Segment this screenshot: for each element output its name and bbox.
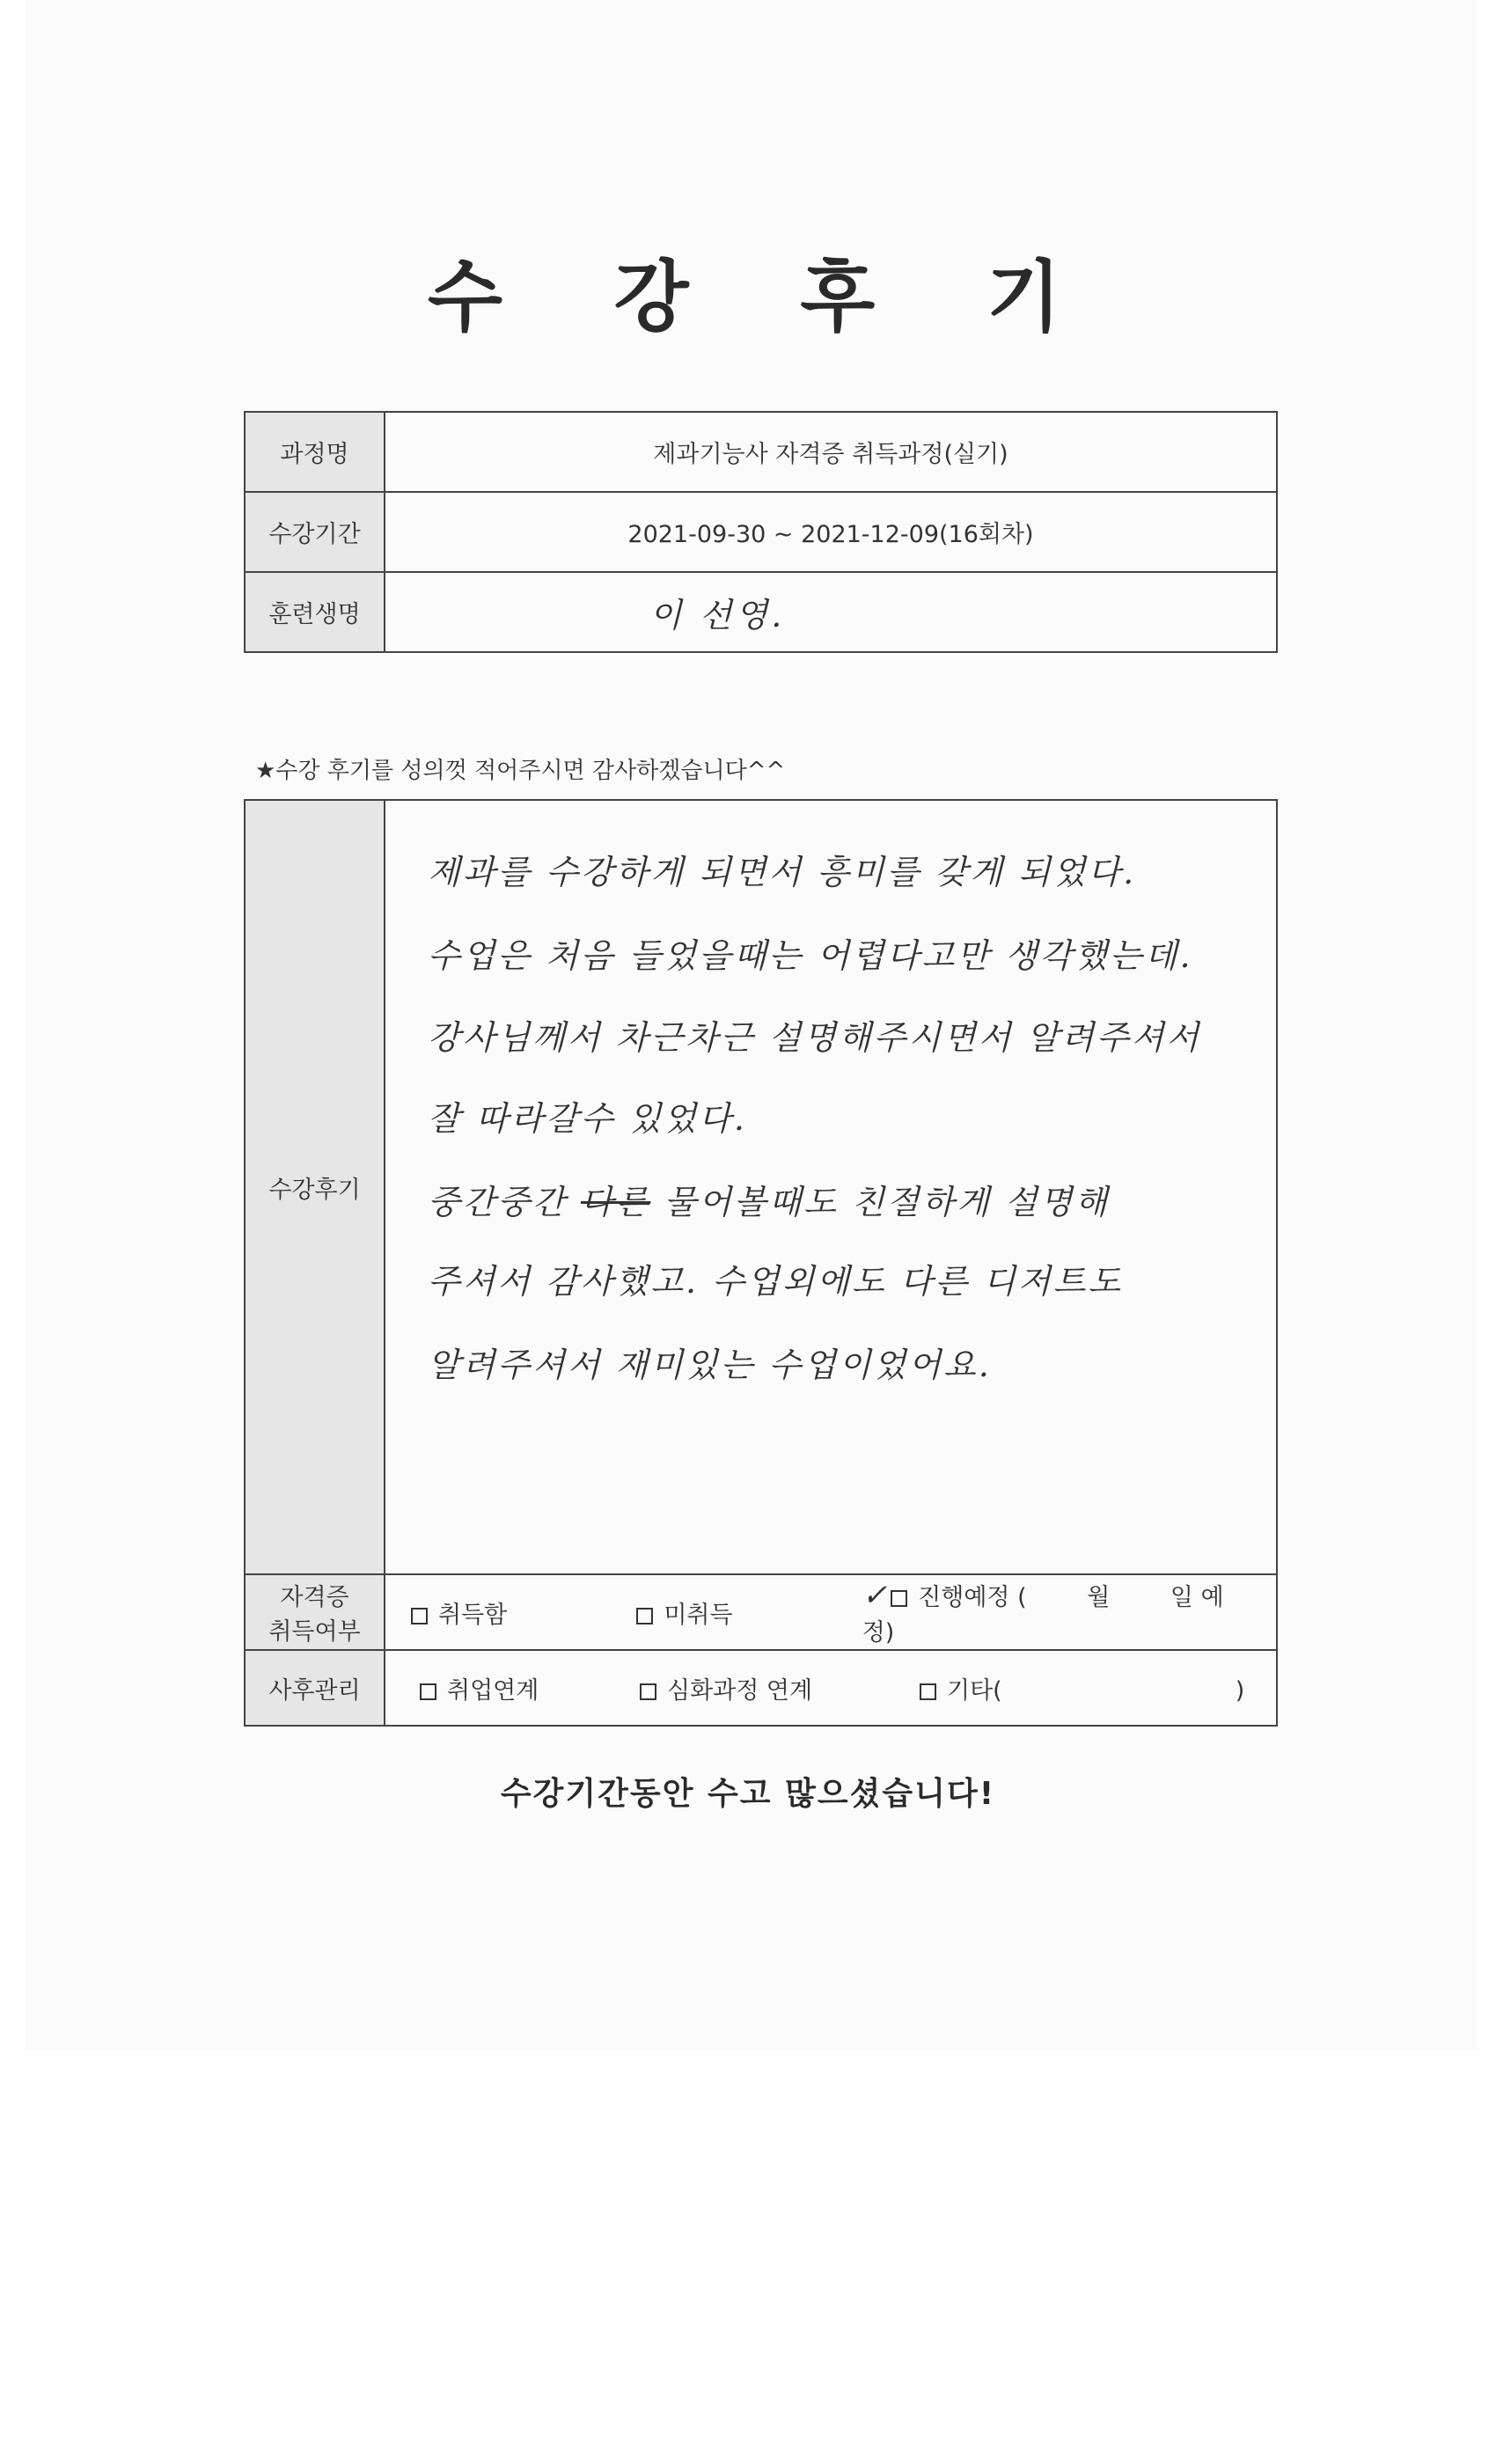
review-line: 주셔서 감사했고. 수업외에도 다른 디저트도 — [428, 1262, 1124, 1301]
course-info-table — [244, 411, 1278, 653]
checkbox-icon[interactable] — [920, 1683, 936, 1700]
review-fragment: 중간중간 — [428, 1183, 568, 1221]
review-line: 잘 따라갈수 있었다. — [428, 1099, 747, 1138]
after-care-row — [245, 1650, 1277, 1726]
day-label: 일 예정) — [862, 1583, 1224, 1646]
course-row — [245, 412, 1277, 492]
review-row — [245, 800, 1277, 1574]
review-line: 알려주셔서 재미있는 수업이었어요. — [428, 1346, 992, 1384]
review-line: 수업은 처음 들었을때는 어렵다고만 생각했는데. — [428, 936, 1193, 975]
trainee-name-handwritten: 이 선영. — [649, 596, 786, 634]
check-mark-icon: ✓ — [862, 1577, 888, 1613]
after-care-options — [385, 1650, 1277, 1726]
option-label: 미취득 — [664, 1601, 733, 1629]
review-table — [244, 799, 1278, 1727]
trainee-value-cell — [385, 572, 1277, 652]
review-instruction: ★수강 후기를 성의껏 적어주시면 감사하겠습니다^^ — [255, 758, 786, 784]
review-line: 강사님께서 차근차근 설명해주시면서 알려주셔서 — [428, 1018, 1202, 1057]
trainee-row — [245, 572, 1277, 652]
checkbox-icon[interactable] — [891, 1590, 907, 1607]
option-label: 기타( — [947, 1676, 1002, 1705]
month-label: 월 — [1087, 1583, 1111, 1611]
review-fragment: 물어볼때도 친절하게 설명해 — [664, 1183, 1111, 1221]
cert-row — [245, 1574, 1277, 1650]
course-label: 과정명 — [245, 412, 385, 492]
option-label: 진행예정 ( — [918, 1583, 1027, 1611]
option-label: 취업연계 — [447, 1676, 539, 1705]
struck-word: 다른 — [580, 1183, 651, 1221]
closing-message: 수강기간동안 수고 많으셨습니다! — [500, 1776, 996, 1812]
checkbox-icon[interactable] — [420, 1683, 436, 1700]
review-label: 수강후기 — [245, 800, 385, 1574]
period-row — [245, 492, 1277, 572]
cert-option-acquired[interactable] — [411, 1595, 636, 1630]
page-title: 수 강 후 기 — [428, 252, 1104, 342]
after-option-other[interactable] — [920, 1671, 1244, 1705]
cert-label-line: 취득여부 — [268, 1618, 361, 1646]
review-body — [385, 800, 1277, 1574]
course-value: 제과기능사 자격증 취득과정(실기) — [385, 412, 1277, 492]
cert-option-scheduled[interactable] — [862, 1578, 1250, 1647]
trainee-label: 훈련생명 — [245, 572, 385, 652]
period-value: 2021-09-30 ~ 2021-12-09(16회차) — [385, 492, 1277, 572]
period-label: 수강기간 — [245, 492, 385, 572]
option-label-end: ) — [1235, 1676, 1245, 1705]
cert-options — [385, 1574, 1277, 1650]
cert-option-not-acquired[interactable] — [636, 1595, 862, 1630]
cert-label-line: 자격증 — [280, 1584, 349, 1611]
review-line-with-strike — [428, 1175, 1110, 1223]
after-option-advanced[interactable] — [640, 1671, 920, 1705]
cert-label — [245, 1574, 385, 1650]
after-care-label: 사후관리 — [245, 1650, 385, 1726]
checkbox-icon[interactable] — [411, 1608, 428, 1624]
after-option-employment[interactable] — [420, 1671, 640, 1705]
checkbox-icon[interactable] — [640, 1683, 656, 1700]
checkbox-icon[interactable] — [636, 1608, 653, 1624]
review-line: 제과를 수강하게 되면서 흥미를 갖게 되었다. — [428, 853, 1137, 891]
option-label: 취득함 — [438, 1601, 508, 1629]
option-label: 심화과정 연계 — [667, 1676, 813, 1705]
